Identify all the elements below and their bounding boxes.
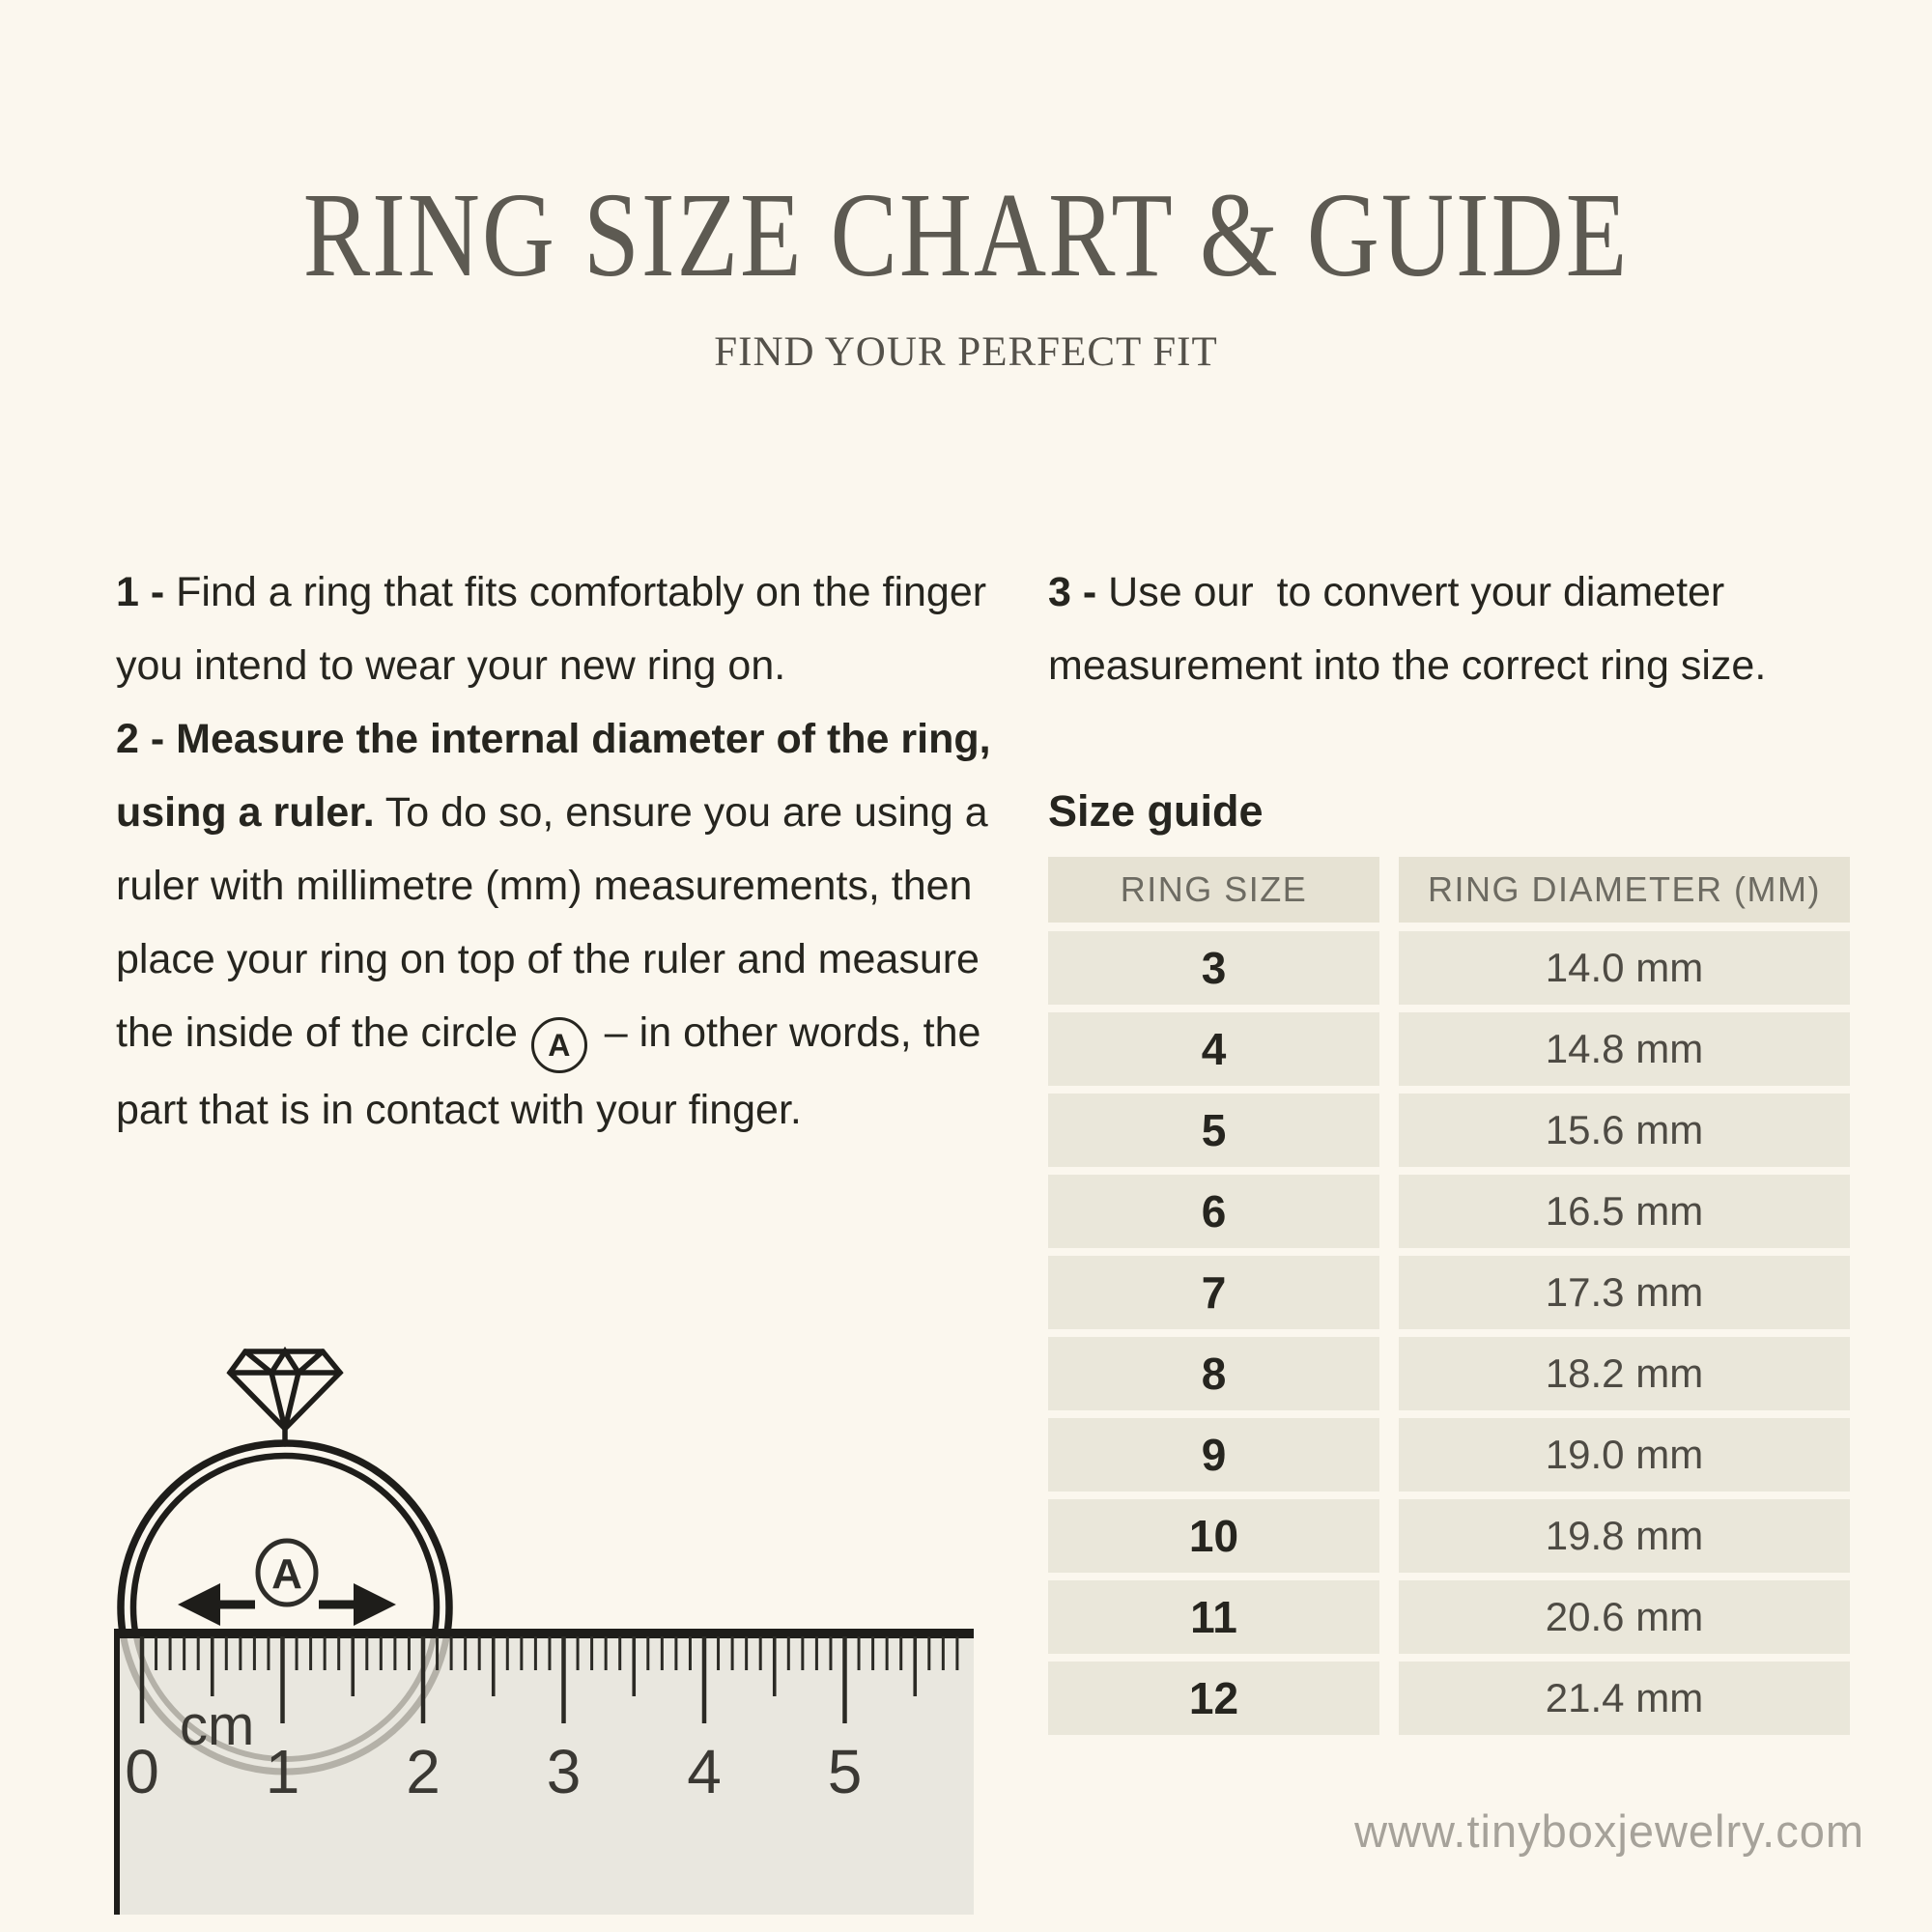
ring-diameter-cell: 16.5 mm: [1399, 1175, 1850, 1248]
ring-size-cell: 6: [1048, 1175, 1379, 1248]
table-row: [1048, 931, 1850, 1005]
step-2-number: 2 - Measure the internal diameter of the ring, using a ruler.: [116, 716, 1003, 836]
table-header-row: [1048, 857, 1850, 923]
ring-size-cell: 5: [1048, 1094, 1379, 1167]
step-2-body-a: To do so, ensure you are using a ruler with millimetre (mm) measurements, then place your ring on top of the ruler and measure the inside of the circle: [116, 789, 1000, 1056]
ring-size-cell: 3: [1048, 931, 1379, 1005]
ring-diameter-cell: 15.6 mm: [1399, 1094, 1850, 1167]
ruler-left-edge: [114, 1629, 120, 1915]
step-2-text: [116, 702, 1003, 1147]
ring-size-cell: 11: [1048, 1580, 1379, 1654]
svg-text:1: 1: [265, 1737, 300, 1806]
step-3-body: Use our to convert your diameter measurement into the correct ring size.: [1048, 569, 1767, 689]
ring-diameter-cell: 21.4 mm: [1399, 1662, 1850, 1735]
column-header-ring-diameter: RING DIAMETER (MM): [1399, 857, 1850, 923]
size-guide-heading: Size guide: [1048, 786, 1264, 836]
svg-text:4: 4: [687, 1737, 722, 1806]
step-1-number: 1 -: [116, 569, 177, 615]
table-row: [1048, 1499, 1850, 1573]
instructions-column: [116, 555, 1003, 1147]
ring-measurement-illustration: [87, 1338, 1005, 1929]
table-row: [1048, 1012, 1850, 1086]
svg-text:5: 5: [827, 1737, 863, 1806]
circled-a-letter: A: [271, 1550, 302, 1598]
ring-size-cell: 8: [1048, 1337, 1379, 1410]
website-url: www.tinyboxjewelry.com: [1354, 1805, 1864, 1857]
ring-diameter-cell: 18.2 mm: [1399, 1337, 1850, 1410]
ring-diameter-cell: 20.6 mm: [1399, 1580, 1850, 1654]
ring-diameter-cell: 14.0 mm: [1399, 931, 1850, 1005]
table-row: [1048, 1256, 1850, 1329]
table-row: [1048, 1418, 1850, 1492]
ring-diameter-cell: 17.3 mm: [1399, 1256, 1850, 1329]
table-row: [1048, 1337, 1850, 1410]
table-row: [1048, 1662, 1850, 1735]
ring-diameter-cell: 19.0 mm: [1399, 1418, 1850, 1492]
page-subtitle: FIND YOUR PERFECT FIT: [714, 329, 1218, 375]
step-1-body: Find a ring that fits comfortably on the finger you intend to wear your new ring on.: [116, 569, 999, 689]
step-1-text: [116, 555, 1003, 702]
column-header-ring-size: RING SIZE: [1048, 857, 1379, 923]
diamond-icon: [230, 1351, 340, 1444]
svg-text:3: 3: [546, 1737, 582, 1806]
table-row: [1048, 1580, 1850, 1654]
svg-text:2: 2: [406, 1737, 440, 1806]
step-3-text: [1048, 555, 1850, 702]
ring-diameter-cell: 14.8 mm: [1399, 1012, 1850, 1086]
ring-size-cell: 7: [1048, 1256, 1379, 1329]
ring-size-cell: 12: [1048, 1662, 1379, 1735]
svg-text:0: 0: [125, 1737, 159, 1806]
circled-a-inline-icon: A: [531, 1017, 587, 1073]
table-row: [1048, 1175, 1850, 1248]
step-2-body-b: – in other words, the part that is in contact with your finger.: [116, 1009, 993, 1133]
step-3-number: 3 -: [1048, 569, 1109, 615]
ring-size-table: [1048, 857, 1850, 1735]
page-title: RING SIZE CHART & GUIDE: [302, 168, 1630, 302]
size-guide-column: [1048, 555, 1850, 1735]
ruler-unit-label: cm: [180, 1694, 255, 1757]
ring-size-cell: 9: [1048, 1418, 1379, 1492]
table-row: [1048, 1094, 1850, 1167]
ring-size-cell: 4: [1048, 1012, 1379, 1086]
ring-size-cell: 10: [1048, 1499, 1379, 1573]
ring-diameter-cell: 19.8 mm: [1399, 1499, 1850, 1573]
